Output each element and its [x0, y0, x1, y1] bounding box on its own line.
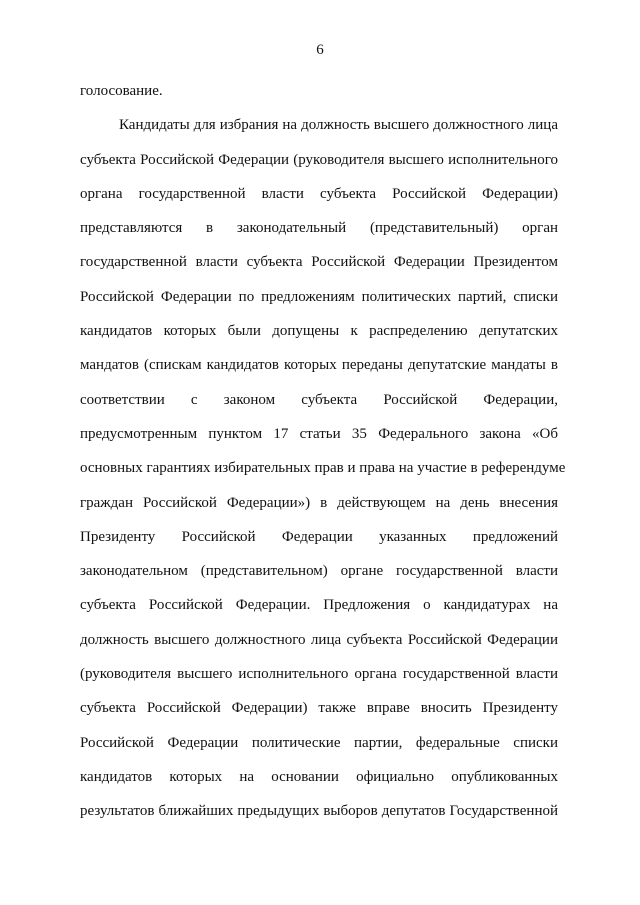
text-line: голосование. — [80, 83, 163, 99]
text-line: результатов ближайших предыдущих выборов депутатов Государственной — [80, 803, 558, 820]
text-line: субъекта Российской Федерации (руководителя высшего исполнительного — [80, 151, 558, 168]
body-text — [80, 74, 566, 829]
text-line: законодательном (представительном) органе государственной власти — [80, 563, 558, 580]
text-line: должность высшего должностного лица субъекта Российской Федерации — [80, 631, 558, 648]
text-line: государственной власти субъекта Российской Федерации Президентом — [80, 254, 558, 271]
text-line: представляются в законодательный (представительный) орган — [80, 220, 558, 237]
text-line: органа государственной власти субъекта Российской Федерации) — [80, 185, 558, 202]
text-line: Президенту Российской Федерации указанных предложений — [80, 528, 558, 545]
text-line: основных гарантиях избирательных прав и права на участие в референдуме — [80, 460, 566, 477]
text-line: (руководителя высшего исполнительного органа государственной власти — [80, 666, 558, 683]
text-line: кандидатов которых на основании официально опубликованных — [80, 768, 558, 785]
text-line: граждан Российской Федерации») в действующем на день внесения — [80, 494, 558, 511]
text-line: субъекта Российской Федерации. Предложения о кандидатурах на — [80, 597, 558, 614]
text-line: кандидатов которых были допущены к распределению депутатских — [80, 323, 558, 340]
text-line: соответствии с законом субъекта Российской Федерации, — [80, 391, 558, 408]
text-line: мандатов (спискам кандидатов которых переданы депутатские мандаты в — [80, 357, 558, 374]
page-number: 6 — [316, 42, 324, 58]
text-line: Кандидаты для избрания на должность высшего должностного лица — [119, 117, 558, 134]
text-line: предусмотренным пунктом 17 статьи 35 Федерального закона «Об — [80, 425, 558, 442]
text-line: субъекта Российской Федерации) также вправе вносить Президенту — [80, 700, 558, 717]
text-line: Российской Федерации по предложениям политических партий, списки — [80, 288, 558, 305]
text-line: Российской Федерации политические партии, федеральные списки — [80, 734, 558, 751]
